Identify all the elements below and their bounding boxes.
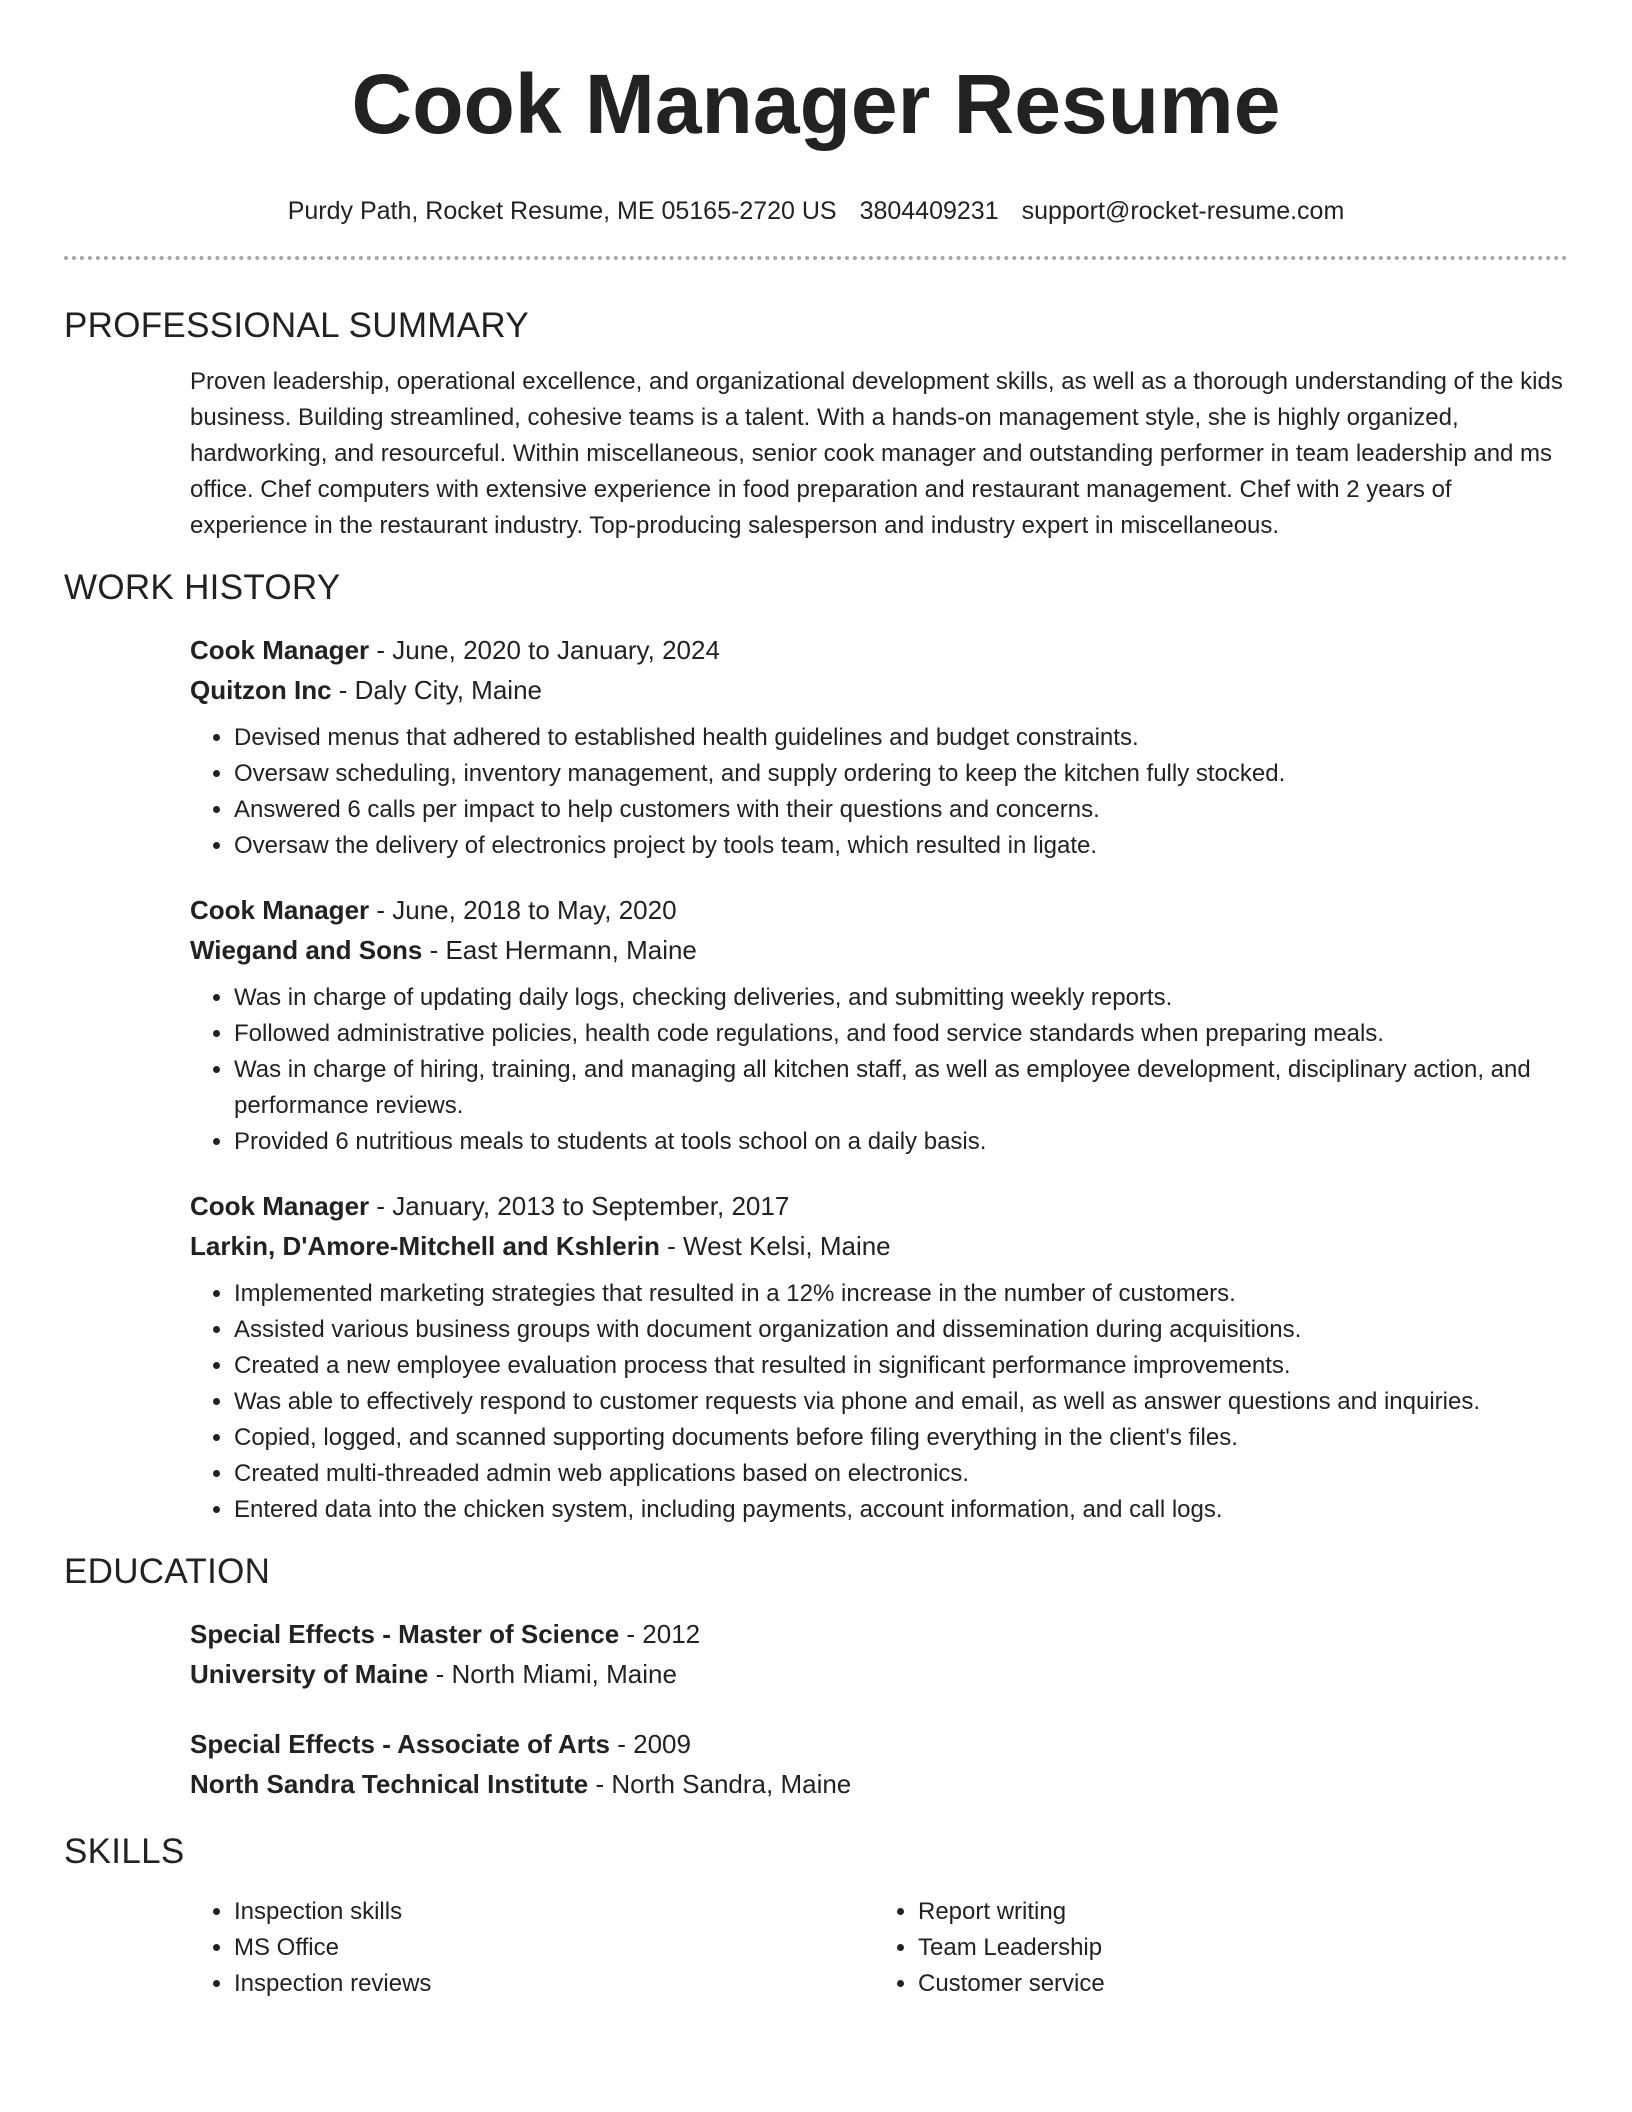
education-location: - North Sandra, Maine [588, 1769, 852, 1799]
job-bullet: • Provided 6 nutritious meals to students at tools school on a daily basis. [234, 1124, 1568, 1160]
education-entry [64, 1724, 1568, 1804]
job-bullets [190, 980, 1568, 1160]
job-dates: - June, 2020 to January, 2024 [369, 635, 720, 665]
skills-block [64, 1894, 1568, 2002]
contact-address: Purdy Path, Rocket Resume, ME 05165-2720 US [287, 197, 837, 225]
skills-list-left [190, 1894, 874, 2002]
job-bullet: • Created a new employee evaluation process that resulted in significant performance improvements. [234, 1348, 1568, 1384]
education-year: - 2012 [619, 1619, 701, 1649]
contact-phone: 3804409231 [859, 197, 999, 225]
page-title: Cook Manager Resume [351, 57, 1281, 151]
education-school: University of Maine [190, 1659, 429, 1689]
job-bullet: • Followed administrative policies, health code regulations, and food service standards when preparing meals. [234, 1016, 1568, 1052]
job-bullet: • Was in charge of hiring, training, and managing all kitchen staff, as well as employee development, disciplinary action, and performance reviews. [234, 1052, 1568, 1124]
skill-item: • Inspection skills [234, 1894, 874, 1930]
job-entry [64, 1186, 1568, 1528]
skill-item: • Report writing [918, 1894, 1558, 1930]
education-school-line [190, 1654, 1568, 1694]
job-title-line [190, 630, 1568, 670]
job-bullets [190, 720, 1568, 864]
education-degree-line [190, 1724, 1568, 1764]
job-bullet: • Entered data into the chicken system, including payments, account information, and call logs. [234, 1492, 1568, 1528]
skill-item: • Inspection reviews [234, 1966, 874, 2002]
job-bullet: • Implemented marketing strategies that resulted in a 12% increase in the number of customers. [234, 1276, 1568, 1312]
summary-block [64, 364, 1568, 544]
job-bullet: • Oversaw scheduling, inventory management, and supply ordering to keep the kitchen fully stocked. [234, 756, 1568, 792]
job-entry [64, 630, 1568, 864]
job-company: Quitzon Inc [190, 675, 332, 705]
contact-info [64, 196, 1568, 226]
education-location: - North Miami, Maine [428, 1659, 677, 1689]
job-company-line [190, 1226, 1568, 1266]
job-location: - East Hermann, Maine [422, 935, 697, 965]
education-degree: Special Effects - Master of Science [190, 1619, 620, 1649]
job-title: Cook Manager [190, 635, 370, 665]
education-school-line [190, 1764, 1568, 1804]
job-entry [64, 890, 1568, 1160]
section-heading-work: WORK HISTORY [64, 568, 341, 607]
education-degree-line [190, 1614, 1568, 1654]
job-title: Cook Manager [190, 895, 370, 925]
job-bullet: • Oversaw the delivery of electronics project by tools team, which resulted in ligate. [234, 828, 1568, 864]
job-bullet: • Was in charge of updating daily logs, checking deliveries, and submitting weekly reports. [234, 980, 1568, 1016]
job-location: - Daly City, Maine [331, 675, 542, 705]
job-title-line [190, 1186, 1568, 1226]
section-heading-skills: SKILLS [64, 1832, 185, 1871]
education-degree: Special Effects - Associate of Arts [190, 1729, 610, 1759]
job-bullet: • Devised menus that adhered to established health guidelines and budget constraints. [234, 720, 1568, 756]
skill-item: • MS Office [234, 1930, 874, 1966]
section-heading-summary: PROFESSIONAL SUMMARY [64, 306, 529, 345]
job-company-line [190, 930, 1568, 970]
education-school: North Sandra Technical Institute [190, 1769, 589, 1799]
header-divider [64, 256, 1568, 260]
skill-item: • Customer service [918, 1966, 1558, 2002]
job-company: Larkin, D'Amore-Mitchell and Kshlerin [190, 1231, 660, 1261]
job-title-line [190, 890, 1568, 930]
job-dates: - January, 2013 to September, 2017 [369, 1191, 790, 1221]
job-bullet: • Copied, logged, and scanned supporting documents before filing everything in the client's files. [234, 1420, 1568, 1456]
job-company-line [190, 670, 1568, 710]
section-heading-education: EDUCATION [64, 1552, 271, 1591]
job-bullet: • Created multi-threaded admin web applications based on electronics. [234, 1456, 1568, 1492]
job-title: Cook Manager [190, 1191, 370, 1221]
job-bullets [190, 1276, 1568, 1528]
job-dates: - June, 2018 to May, 2020 [369, 895, 677, 925]
job-location: - West Kelsi, Maine [659, 1231, 891, 1261]
job-bullet: • Answered 6 calls per impact to help customers with their questions and concerns. [234, 792, 1568, 828]
job-bullet: • Was able to effectively respond to customer requests via phone and email, as well as answer questions and inquiries. [234, 1384, 1568, 1420]
skills-list-right [874, 1894, 1558, 2002]
summary-text: Proven leadership, operational excellence, and organizational development skills, as well as a thorough understanding of the kids business. Building streamlined, cohesive teams is a talent. With a hands-on management style, she is highly organized, hardworking, and resourceful. Within miscellaneous, senior cook manager and outstanding performer in team leadership and ms office. Chef computers with extensive experience in food preparation and restaurant management. Chef with 2 years of experience in the restaurant industry. Top-producing salesperson and industry expert in miscellaneous. [190, 368, 1563, 539]
skill-item: • Team Leadership [918, 1930, 1558, 1966]
job-company: Wiegand and Sons [190, 935, 423, 965]
education-year: - 2009 [610, 1729, 691, 1759]
job-bullet: • Assisted various business groups with document organization and dissemination during acquisitions. [234, 1312, 1568, 1348]
contact-email: support@rocket-resume.com [1021, 197, 1345, 225]
education-entry [64, 1614, 1568, 1694]
